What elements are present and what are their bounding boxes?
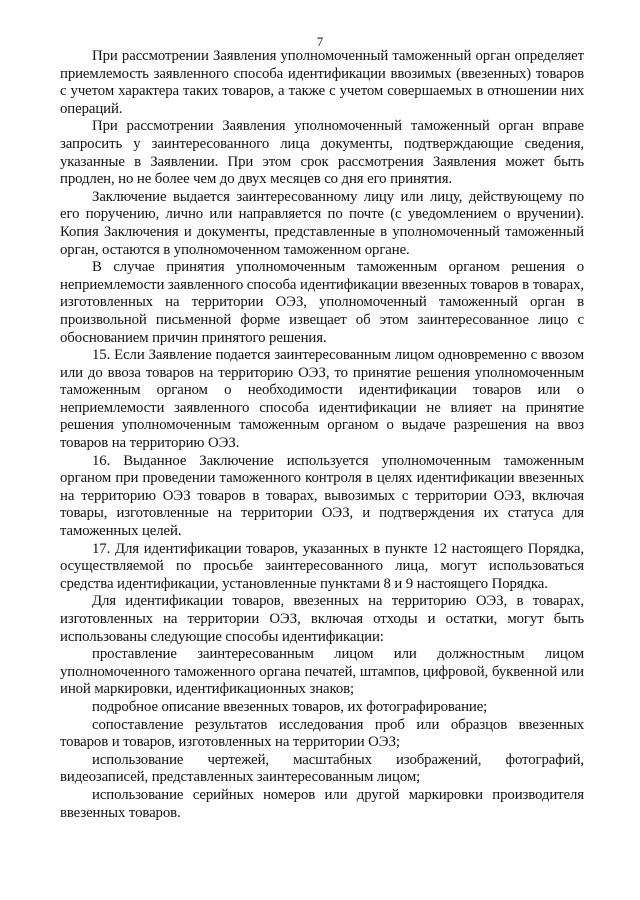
paragraph: При рассмотрении Заявления уполномоченный таможенный орган вправе запросить у заинтересованного лица документы, подтверждающие сведения, указанные в Заявлении. При этом срок рассмотрения Заявления может быть продлен, но не более чем до двух месяцев со дня его принятия. <box>60 118 584 188</box>
page-number: 7 <box>316 34 324 49</box>
list-item: проставление заинтересованным лицом или должностным лицом уполномоченного таможенного органа печатей, штампов, цифровой, буквенной или иной маркировки, идентификационных знаков; <box>60 646 584 698</box>
list-item: использование серийных номеров или другой маркировки производителя ввезенных товаров. <box>60 786 584 821</box>
list-item: сопоставление результатов исследования проб или образцов ввезенных товаров и товаров, изготовленных на территории ОЭЗ; <box>60 716 584 751</box>
paragraph-item-17: 17. Для идентификации товаров, указанных в пункте 12 настоящего Порядка, осуществляемой по просьбе заинтересованного лица, могут использоваться средства идентификации, установленные пунктами 8 и 9 настоящего Порядка. <box>60 540 584 592</box>
document-body <box>60 48 584 822</box>
paragraph: Заключение выдается заинтересованному лицу или лицу, действующему по его поручению, лично или направляется по почте (с уведомлением о вручении). Копия Заключения и документы, представленные в уполномоченный таможенный орган, остаются в уполномоченном таможенном органе. <box>60 188 584 258</box>
list-item: использование чертежей, масштабных изображений, фотографий, видеозаписей, представленных заинтересованным лицом; <box>60 751 584 786</box>
paragraph: В случае принятия уполномоченным таможенным органом решения о неприемлемости заявленного способа идентификации ввезенных товаров в товарах, изготовленных на территории ОЭЗ, уполномоченный таможенный орган в произвольной письменной форме извещает об этом заинтересованное лицо с обоснованием причин принятого решения. <box>60 259 584 346</box>
paragraph-item-16: 16. Выданное Заключение используется уполномоченным таможенным органом при проведении таможенного контроля в целях идентификации ввезенных на территорию ОЭЗ товаров в товарах, вывозимых с территории ОЭЗ, включая товары, изготовленные на территории ОЭЗ, и подтверждения их статуса для таможенных целей. <box>60 452 584 540</box>
list-item: подробное описание ввезенных товаров, их фотографирование; <box>92 698 488 715</box>
paragraph: Для идентификации товаров, ввезенных на территорию ОЭЗ, в товарах, изготовленных на территории ОЭЗ, включая отходы и остатки, могут быть использованы следующие способы идентификации: <box>60 593 584 645</box>
paragraph: При рассмотрении Заявления уполномоченный таможенный орган определяет приемлемость заявленного способа идентификации ввозимых (ввезенных) товаров с учетом характера таких товаров, а также с учетом совершаемых в отношении них операций. <box>60 48 584 117</box>
paragraph-item-15: 15. Если Заявление подается заинтересованным лицом одновременно с ввозом или до ввоза товаров на территорию ОЭЗ, то принятие решения уполномоченным таможенным органом о необходимости идентификации товаров или о неприемлемости заявленного способа идентификации не влияет на принятие решения уполномоченным таможенным органом о выдаче разрешения на ввоз товаров на территорию ОЭЗ. <box>60 347 584 452</box>
